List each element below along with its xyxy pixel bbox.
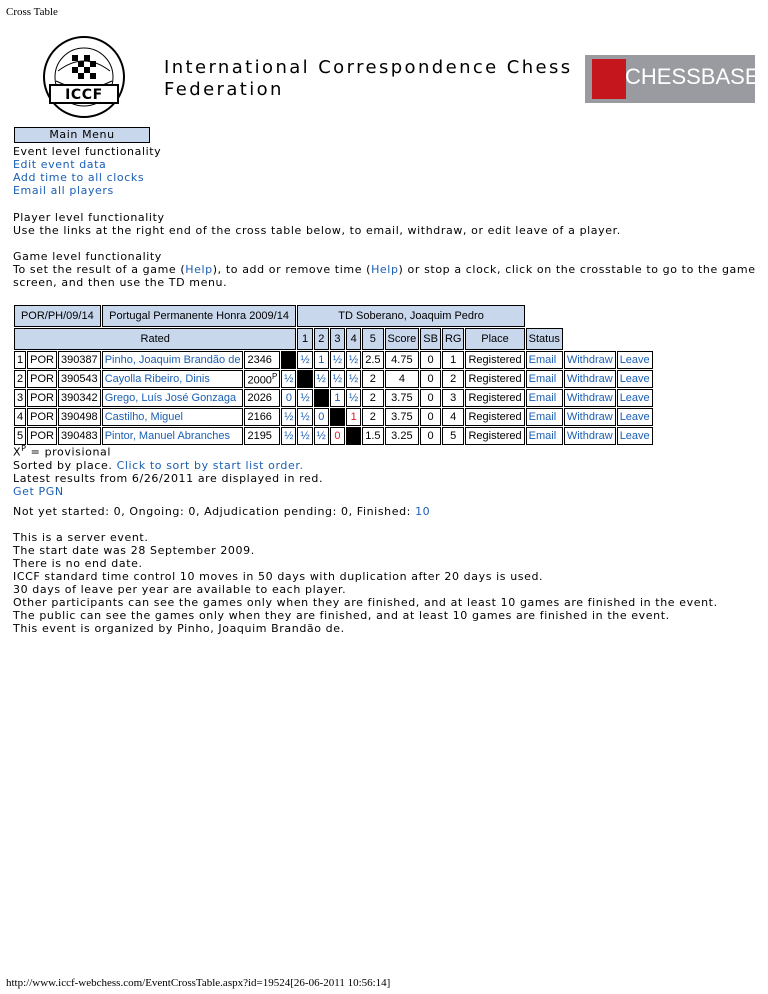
- withdraw-link[interactable]: Withdraw: [564, 370, 616, 388]
- leave-link[interactable]: Leave: [617, 408, 653, 426]
- row-number: 2: [14, 370, 26, 388]
- game-result[interactable]: 1: [346, 408, 361, 426]
- get-pgn-link[interactable]: Get PGN: [13, 484, 64, 498]
- place: 1: [442, 351, 465, 369]
- game-result[interactable]: 0: [314, 408, 329, 426]
- info-line: This is a server event.: [13, 531, 149, 544]
- chessbase-text: CHESSBASE: [625, 64, 760, 89]
- notes-section: [13, 442, 323, 498]
- player-name[interactable]: Castilho, Miguel: [102, 408, 244, 426]
- self-cell: [314, 389, 329, 407]
- sonneborn-berger: 3.75: [385, 408, 420, 426]
- table-row: [14, 351, 653, 369]
- game-level-text: To set the result of a game (Help), to add or remove time (Help) or stop a clock, click on the crosstable to go to the game: [13, 263, 756, 276]
- place: 5: [442, 427, 465, 445]
- leave-link[interactable]: Leave: [617, 427, 653, 445]
- game-result[interactable]: ½: [297, 427, 312, 445]
- email-link[interactable]: Email: [526, 370, 563, 388]
- sort-note: Sorted by place. Click to sort by start list order.: [13, 458, 304, 472]
- player-level-heading: Player level functionality: [13, 211, 165, 224]
- game-result[interactable]: 1: [330, 389, 345, 407]
- self-cell: [330, 408, 345, 426]
- game-result[interactable]: ½: [314, 427, 329, 445]
- sonneborn-berger: 4: [385, 370, 420, 388]
- place: 3: [442, 389, 465, 407]
- help-link-result[interactable]: Help: [185, 263, 213, 276]
- place: 2: [442, 370, 465, 388]
- player-name[interactable]: Cayolla Ribeiro, Dinis: [102, 370, 244, 388]
- player-name[interactable]: Pinho, Joaquim Brandão de: [102, 351, 244, 369]
- federation: POR: [27, 370, 57, 388]
- rating-games: 0: [420, 389, 441, 407]
- rating-games: 0: [420, 408, 441, 426]
- table-row: [14, 389, 653, 407]
- table-row: [14, 370, 653, 388]
- email-link[interactable]: Email: [526, 427, 563, 445]
- game-level-text-2: screen, and then use the TD menu.: [13, 276, 228, 289]
- score: 1.5: [362, 427, 383, 445]
- tournament-director: TD Soberano, Joaquim Pedro: [297, 305, 524, 327]
- cross-table-body: [14, 351, 653, 445]
- place: 4: [442, 408, 465, 426]
- player-level-text: Use the links at the right end of the cross table below, to email, withdraw, or edit leave of a player.: [13, 224, 621, 237]
- chessbase-logo: [585, 55, 760, 103]
- help-link-time[interactable]: Help: [371, 263, 399, 276]
- status: Registered: [465, 370, 524, 388]
- iccf-logo: [36, 31, 132, 127]
- score-header: Score: [385, 328, 420, 350]
- player-level-section: [13, 211, 621, 237]
- event-level-section: [13, 145, 161, 197]
- leave-link[interactable]: Leave: [617, 370, 653, 388]
- chessbase-box-icon: [592, 59, 626, 99]
- self-cell: [297, 370, 312, 388]
- self-cell: [281, 351, 296, 369]
- info-line: ICCF standard time control 10 moves in 50 days with duplication after 20 days is used.: [13, 570, 544, 583]
- row-number: 3: [14, 389, 26, 407]
- email-link[interactable]: Email: [526, 351, 563, 369]
- email-link[interactable]: Email: [526, 389, 563, 407]
- event-info-section: [13, 531, 718, 635]
- player-name[interactable]: Pintor, Manuel Abranches: [102, 427, 244, 445]
- game-result[interactable]: 1: [314, 351, 329, 369]
- game-level-heading: Game level functionality: [13, 250, 162, 263]
- col-3-header: 3: [330, 328, 345, 350]
- col-2-header: 2: [314, 328, 329, 350]
- sonneborn-berger: 4.75: [385, 351, 420, 369]
- player-id: 390498: [58, 408, 101, 426]
- latest-results-note: Latest results from 6/26/2011 are displayed in red.: [13, 471, 324, 485]
- game-result[interactable]: ½: [346, 389, 361, 407]
- withdraw-link[interactable]: Withdraw: [564, 408, 616, 426]
- player-rating: 2346: [244, 351, 280, 369]
- game-result[interactable]: ½: [281, 408, 296, 426]
- status: Registered: [465, 408, 524, 426]
- footer-url: http://www.iccf-webchess.com/EventCrossTable.aspx?id=19524[26-06-2011 10:56:14]: [6, 977, 391, 989]
- withdraw-link[interactable]: Withdraw: [564, 427, 616, 445]
- game-result[interactable]: ½: [330, 351, 345, 369]
- player-name[interactable]: Grego, Luís José Gonzaga: [102, 389, 244, 407]
- rg-header: RG: [442, 328, 465, 350]
- rating-games: 0: [420, 351, 441, 369]
- status: Registered: [465, 427, 524, 445]
- org-name-line2: Federation: [164, 79, 284, 100]
- player-id: 390387: [58, 351, 101, 369]
- player-rating: 2195: [244, 427, 280, 445]
- row-number: 5: [14, 427, 26, 445]
- cross-table: [13, 304, 654, 446]
- row-number: 1: [14, 351, 26, 369]
- info-line: 30 days of leave per year are available to each player.: [13, 583, 347, 596]
- rated-header: Rated: [14, 328, 296, 350]
- finished-count-link[interactable]: 10: [415, 505, 431, 518]
- event-level-heading: Event level functionality: [13, 145, 162, 158]
- withdraw-link[interactable]: Withdraw: [564, 389, 616, 407]
- info-line: This event is organized by Pinho, Joaquim Brandão de.: [13, 622, 345, 635]
- add-time-link[interactable]: Add time to all clocks: [13, 171, 145, 184]
- event-name: Portugal Permanente Honra 2009/14: [102, 305, 297, 327]
- status: Registered: [465, 351, 524, 369]
- federation: POR: [27, 351, 57, 369]
- sonneborn-berger: 3.75: [385, 389, 420, 407]
- game-result[interactable]: ½: [297, 389, 312, 407]
- player-id: 390483: [58, 427, 101, 445]
- federation: POR: [27, 389, 57, 407]
- score: 2.5: [362, 351, 383, 369]
- withdraw-link[interactable]: Withdraw: [564, 351, 616, 369]
- game-result[interactable]: 0: [281, 389, 296, 407]
- page-title: Cross Table: [6, 6, 58, 18]
- game-status-line: Not yet started: 0, Ongoing: 0, Adjudication pending: 0, Finished: 10: [13, 505, 431, 518]
- row-number: 4: [14, 408, 26, 426]
- score: 2: [362, 408, 383, 426]
- col-1-header: 1: [297, 328, 312, 350]
- game-result[interactable]: ½: [314, 370, 329, 388]
- game-result[interactable]: ½: [297, 408, 312, 426]
- game-result[interactable]: ½: [346, 351, 361, 369]
- org-name: [164, 57, 573, 101]
- rating-games: 0: [420, 427, 441, 445]
- sb-header: SB: [420, 328, 441, 350]
- sonneborn-berger: 3.25: [385, 427, 420, 445]
- edit-event-data-link[interactable]: Edit event data: [13, 158, 107, 171]
- email-all-players-link[interactable]: Email all players: [13, 184, 114, 197]
- player-rating: 2166: [244, 408, 280, 426]
- player-id: 390342: [58, 389, 101, 407]
- col-5-header: 5: [362, 328, 383, 350]
- sort-start-list-link[interactable]: Click to sort by start list order.: [116, 458, 304, 472]
- info-line: There is no end date.: [13, 557, 143, 570]
- game-level-section: [13, 250, 756, 289]
- score: 2: [362, 370, 383, 388]
- event-code: POR/PH/09/14: [14, 305, 101, 327]
- col-4-header: 4: [346, 328, 361, 350]
- player-rating: $2000^P$: [244, 370, 280, 388]
- federation: POR: [27, 408, 57, 426]
- org-name-line1: International Correspondence Chess: [164, 57, 573, 78]
- self-cell: [346, 427, 361, 445]
- status-header: Status: [526, 328, 563, 350]
- info-line: The public can see the games only when they are finished, and at least 10 games are finished in the event.: [13, 609, 670, 622]
- game-result[interactable]: ½: [297, 351, 312, 369]
- provisional-note: $X^P$ = provisional: [13, 444, 112, 459]
- logo-text: ICCF: [65, 87, 103, 103]
- score: 2: [362, 389, 383, 407]
- main-menu-button[interactable]: Main Menu: [14, 127, 150, 143]
- player-id: 390543: [58, 370, 101, 388]
- email-link[interactable]: Email: [526, 408, 563, 426]
- info-line: The start date was 28 September 2009.: [13, 544, 255, 557]
- game-result[interactable]: ½: [330, 370, 345, 388]
- info-line: Other participants can see the games only when they are finished, and at least 10 games are finished in the event.: [13, 596, 718, 609]
- leave-link[interactable]: Leave: [617, 351, 653, 369]
- game-result[interactable]: ½: [281, 370, 296, 388]
- game-result[interactable]: 0: [330, 427, 345, 445]
- game-result[interactable]: ½: [346, 370, 361, 388]
- table-row: [14, 408, 653, 426]
- rating-games: 0: [420, 370, 441, 388]
- leave-link[interactable]: Leave: [617, 389, 653, 407]
- game-result[interactable]: ½: [281, 427, 296, 445]
- status: Registered: [465, 389, 524, 407]
- player-rating: 2026: [244, 389, 280, 407]
- federation: POR: [27, 427, 57, 445]
- place-header: Place: [465, 328, 524, 350]
